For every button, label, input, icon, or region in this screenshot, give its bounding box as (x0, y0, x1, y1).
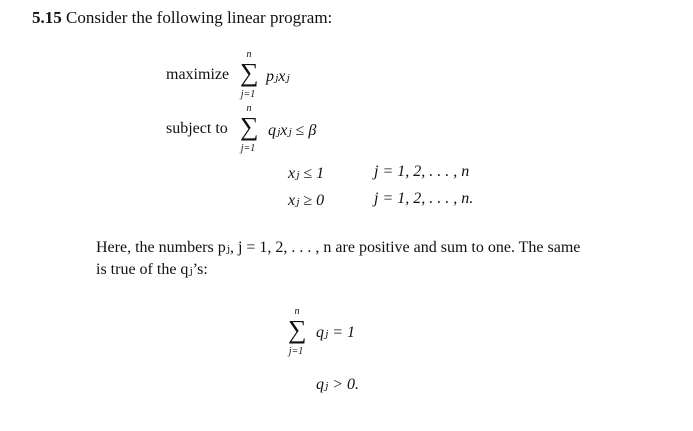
explanation-paragraph (96, 237, 656, 281)
paragraph-line-2: is true of the qⱼ’s: (96, 261, 208, 278)
upper-bound-constraint: xⱼ ≤ 1 (288, 165, 325, 182)
q-sum-sigma: ∑ (288, 315, 307, 344)
objective-expression: pⱼxⱼ (266, 68, 290, 85)
upper-bound-range: j = 1, 2, . . . , n (374, 163, 470, 180)
constraint-sum-upper: n (246, 103, 252, 114)
problem-statement: Consider the following linear program: (66, 8, 333, 27)
subject-to-label: subject to (166, 120, 228, 137)
budget-constraint: qⱼxⱼ ≤ β (268, 122, 317, 139)
paragraph-line-1: Here, the numbers pⱼ, j = 1, 2, . . . , n are positive and sum to one. The same (96, 239, 581, 256)
q-nonnegativity: qⱼ > 0. (316, 376, 360, 393)
constraint-sum-lower: j=1 (240, 143, 256, 154)
q-sum-lower: j=1 (288, 346, 304, 357)
maximize-label: maximize (166, 66, 230, 83)
objective-sum-lower: j=1 (240, 89, 256, 100)
q-sum-expression: qⱼ = 1 (316, 324, 356, 341)
problem-header (32, 8, 332, 28)
objective-sum-upper: n (246, 49, 252, 60)
q-sum-upper: n (294, 306, 300, 317)
objective-sum-sigma: ∑ (240, 58, 259, 87)
problem-number: 5.15 (32, 8, 62, 27)
constraint-sum-sigma: ∑ (240, 112, 259, 141)
lower-bound-constraint: xⱼ ≥ 0 (288, 192, 325, 209)
lower-bound-range: j = 1, 2, . . . , n. (374, 190, 474, 207)
